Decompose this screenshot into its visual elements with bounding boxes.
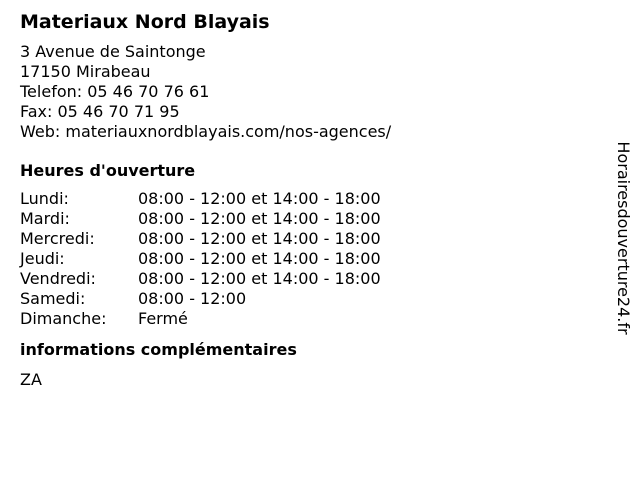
- hours-time: 08:00 - 12:00 et 14:00 - 18:00: [138, 249, 381, 268]
- opening-hours-heading: Heures d'ouverture: [20, 161, 196, 180]
- hours-time: 08:00 - 12:00 et 14:00 - 18:00: [138, 209, 381, 228]
- site-watermark: Horairesdouverture24.fr: [614, 141, 633, 335]
- hours-day: Mardi:: [20, 209, 70, 228]
- hours-row-lundi: [20, 189, 580, 209]
- hours-day: Lundi:: [20, 189, 69, 208]
- hours-row-mercredi: [20, 229, 580, 249]
- address-block: [20, 42, 580, 142]
- business-card: [20, 10, 580, 390]
- hours-day: Vendredi:: [20, 269, 96, 288]
- hours-time: Fermé: [138, 309, 188, 328]
- hours-time: 08:00 - 12:00: [138, 289, 247, 308]
- phone-line: Telefon: 05 46 70 76 61: [20, 82, 210, 101]
- fax-line: Fax: 05 46 70 71 95: [20, 102, 180, 121]
- hours-time: 08:00 - 12:00 et 14:00 - 18:00: [138, 189, 381, 208]
- hours-time: 08:00 - 12:00 et 14:00 - 18:00: [138, 229, 381, 248]
- hours-row-samedi: [20, 289, 580, 309]
- business-name: Materiaux Nord Blayais: [20, 11, 270, 33]
- hours-row-jeudi: [20, 249, 580, 269]
- opening-hours-table: [20, 189, 580, 329]
- hours-day: Samedi:: [20, 289, 86, 308]
- hours-row-vendredi: [20, 269, 580, 289]
- hours-time: 08:00 - 12:00 et 14:00 - 18:00: [138, 269, 381, 288]
- hours-row-dimanche: [20, 309, 580, 329]
- website-line: Web: materiauxnordblayais.com/nos-agences/: [20, 122, 392, 141]
- address-line-1: 3 Avenue de Saintonge: [20, 42, 206, 61]
- hours-day: Dimanche:: [20, 309, 107, 328]
- hours-row-mardi: [20, 209, 580, 229]
- hours-day: Mercredi:: [20, 229, 95, 248]
- additional-info-heading: informations complémentaires: [20, 340, 297, 359]
- hours-day: Jeudi:: [20, 249, 65, 268]
- address-line-2: 17150 Mirabeau: [20, 62, 151, 81]
- additional-info-text: ZA: [20, 370, 42, 389]
